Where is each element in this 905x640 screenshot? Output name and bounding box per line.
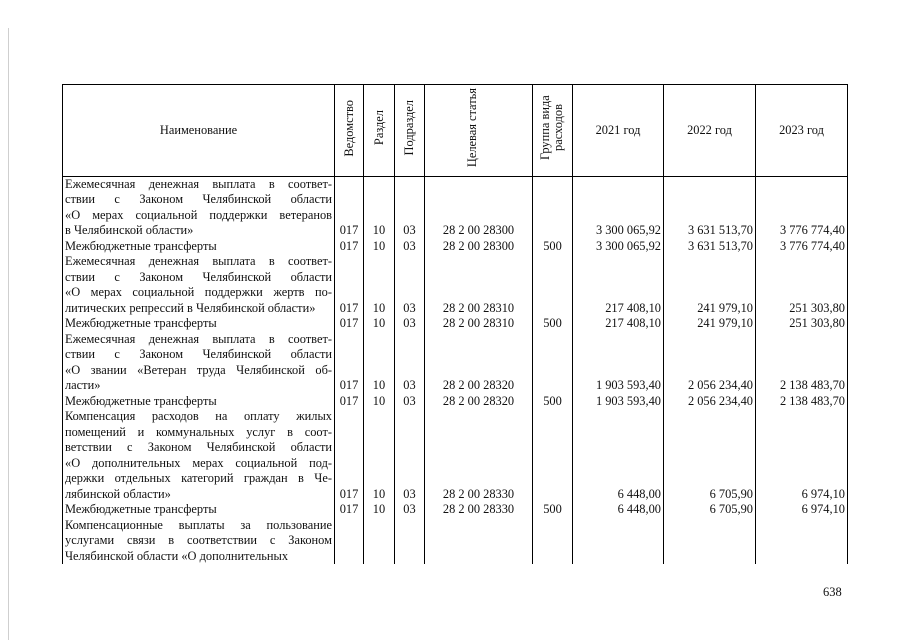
row-amount-2023: 251 303,80 [756, 316, 848, 332]
row-dept: 017 [335, 394, 364, 410]
row-name-line: лябинской области» [65, 486, 171, 501]
row-amount-2021: 217 408,10 [573, 316, 664, 332]
row-name [63, 409, 335, 502]
row-subsection: 03 [395, 502, 425, 518]
row-target: 28 2 00 28300 [425, 239, 533, 255]
row-dept: 017 [335, 316, 364, 332]
row-amount-2022: 241 979,10 [664, 316, 756, 332]
col-header-name: Наименование [63, 85, 335, 177]
row-name [63, 502, 335, 518]
row-target: 28 2 00 28300 [425, 176, 533, 239]
row-name-line: Ежемесячная денежная выплата в соответ- [65, 176, 332, 191]
table-row [63, 254, 848, 316]
table-header-row [63, 85, 848, 177]
row-dept: 017 [335, 239, 364, 255]
col-header-2023: 2023 год [756, 85, 848, 177]
row-amount-2023 [756, 518, 848, 565]
row-amount-2022: 6 705,90 [664, 409, 756, 502]
row-expense-group: 500 [533, 394, 573, 410]
row-expense-group [533, 409, 573, 502]
row-expense-group [533, 254, 573, 316]
row-amount-2021 [573, 518, 664, 565]
row-name-line: Ежемесячная денежная выплата в соответ- [65, 254, 332, 268]
row-expense-group: 500 [533, 316, 573, 332]
row-name [63, 394, 335, 410]
budget-table [62, 84, 848, 564]
row-name-line: литических репрессий в Челябинской области» [65, 300, 316, 315]
page-number: 638 [823, 585, 842, 599]
row-section: 10 [364, 502, 395, 518]
row-dept: 017 [335, 502, 364, 518]
table-row [63, 316, 848, 332]
row-amount-2023: 2 138 483,70 [756, 394, 848, 410]
table-body [63, 176, 848, 564]
table-row [63, 176, 848, 239]
row-amount-2023: 6 974,10 [756, 502, 848, 518]
col-header-section: Раздел [364, 85, 395, 177]
row-name-line: держки отдельных категорий граждан в Че- [65, 471, 332, 485]
row-dept: 017 [335, 254, 364, 316]
row-amount-2022: 2 056 234,40 [664, 332, 756, 394]
col-header-target: Целевая статья [425, 85, 533, 177]
row-subsection: 03 [395, 176, 425, 239]
row-amount-2021: 1 903 593,40 [573, 394, 664, 410]
row-name [63, 332, 335, 394]
row-section: 10 [364, 176, 395, 239]
row-name-line: «О мерах социальной поддержки жертв по- [65, 285, 332, 299]
row-amount-2021: 3 300 065,92 [573, 239, 664, 255]
row-name [63, 518, 335, 565]
row-amount-2021: 1 903 593,40 [573, 332, 664, 394]
table-row [63, 332, 848, 394]
scan-edge-line [8, 28, 9, 640]
col-header-dept: Ведомство [335, 85, 364, 177]
row-target: 28 2 00 28320 [425, 332, 533, 394]
table-row [63, 409, 848, 502]
row-section: 10 [364, 239, 395, 255]
row-name-line: услугами связи в соответствии с Законом [65, 533, 332, 547]
row-name-line: «О дополнительных мерах социальной под- [65, 455, 332, 470]
row-amount-2022: 2 056 234,40 [664, 394, 756, 410]
row-name-line: «О мерах социальной поддержки ветеранов [65, 207, 332, 222]
row-amount-2021: 3 300 065,92 [573, 176, 664, 239]
row-name [63, 239, 335, 255]
row-name-line: Межбюджетные трансферты [65, 316, 217, 330]
row-section [364, 518, 395, 565]
row-subsection: 03 [395, 409, 425, 502]
row-name-line: Межбюджетные трансферты [65, 393, 217, 408]
row-amount-2021: 6 448,00 [573, 409, 664, 502]
row-name-line: Челябинской области «О дополнительных [65, 548, 289, 563]
row-target: 28 2 00 28320 [425, 394, 533, 410]
row-amount-2021: 217 408,10 [573, 254, 664, 316]
row-expense-group [533, 518, 573, 565]
row-name-line: ствии с Законом Челябинской области [65, 269, 332, 284]
row-name [63, 316, 335, 332]
row-amount-2022: 241 979,10 [664, 254, 756, 316]
row-amount-2023: 3 776 774,40 [756, 239, 848, 255]
row-amount-2022: 3 631 513,70 [664, 176, 756, 239]
row-expense-group [533, 332, 573, 394]
row-subsection: 03 [395, 332, 425, 394]
row-name-line: Ежемесячная денежная выплата в соответ- [65, 331, 332, 346]
row-subsection: 03 [395, 394, 425, 410]
row-target [425, 518, 533, 565]
row-amount-2022 [664, 518, 756, 565]
row-subsection: 03 [395, 316, 425, 332]
col-header-subsection: Подраздел [395, 85, 425, 177]
row-name-line: ствии с Законом Челябинской области [65, 347, 332, 361]
row-name-line: Межбюджетные трансферты [65, 238, 217, 253]
row-amount-2022: 3 631 513,70 [664, 239, 756, 255]
row-section: 10 [364, 316, 395, 332]
row-expense-group: 500 [533, 502, 573, 518]
row-target: 28 2 00 28310 [425, 254, 533, 316]
row-name [63, 254, 335, 316]
row-subsection [395, 518, 425, 565]
row-dept [335, 518, 364, 565]
row-dept: 017 [335, 176, 364, 239]
col-header-expense-group: Группа вида расходов [533, 85, 573, 177]
table-row [63, 239, 848, 255]
row-section: 10 [364, 394, 395, 410]
row-name-line: в Челябинской области» [65, 223, 194, 237]
table-row [63, 394, 848, 410]
row-target: 28 2 00 28330 [425, 409, 533, 502]
row-target: 28 2 00 28310 [425, 316, 533, 332]
row-amount-2021: 6 448,00 [573, 502, 664, 518]
row-name-line: ласти» [65, 378, 101, 392]
row-name-line: Компенсация расходов на оплату жилых [65, 409, 332, 423]
row-section: 10 [364, 254, 395, 316]
row-target: 28 2 00 28330 [425, 502, 533, 518]
row-amount-2023: 2 138 483,70 [756, 332, 848, 394]
row-name-line: ветствии с Законом Челябинской области [65, 440, 332, 454]
row-expense-group [533, 176, 573, 239]
row-name-line: помещений и коммунальных услуг в соот- [65, 424, 332, 439]
row-dept: 017 [335, 409, 364, 502]
row-name [63, 176, 335, 239]
table-row [63, 502, 848, 518]
row-expense-group: 500 [533, 239, 573, 255]
row-section: 10 [364, 409, 395, 502]
row-name-line: Межбюджетные трансферты [65, 502, 217, 516]
row-name-line: «О звании «Ветеран труда Челябинской об- [65, 362, 332, 377]
row-section: 10 [364, 332, 395, 394]
row-amount-2023: 3 776 774,40 [756, 176, 848, 239]
row-name-line: ствии с Законом Челябинской области [65, 192, 332, 206]
row-amount-2023: 251 303,80 [756, 254, 848, 316]
row-subsection: 03 [395, 254, 425, 316]
col-header-2021: 2021 год [573, 85, 664, 177]
row-dept: 017 [335, 332, 364, 394]
col-header-2022: 2022 год [664, 85, 756, 177]
table-row [63, 518, 848, 565]
row-amount-2023: 6 974,10 [756, 409, 848, 502]
row-subsection: 03 [395, 239, 425, 255]
row-amount-2022: 6 705,90 [664, 502, 756, 518]
row-name-line: Компенсационные выплаты за пользование [65, 517, 332, 532]
